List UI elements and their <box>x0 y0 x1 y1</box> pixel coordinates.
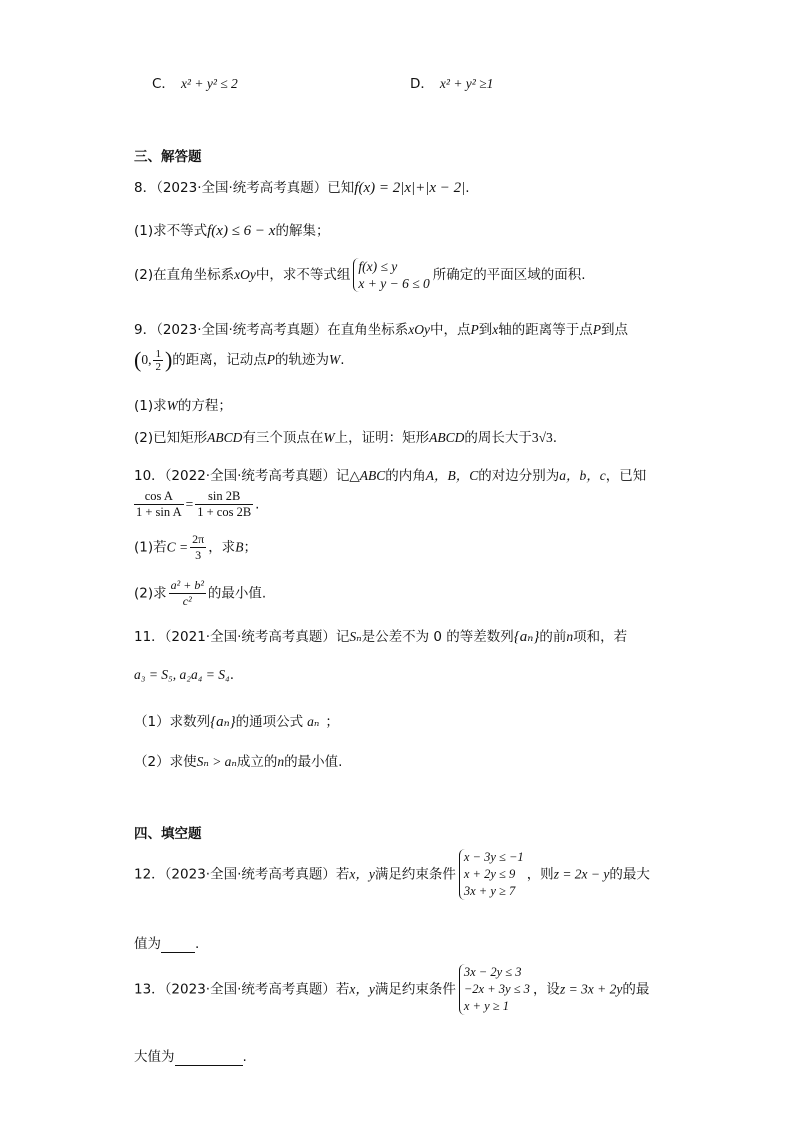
q8-stem: 8．（2023·全国·统考高考真题）已知f(x) = 2|x|+|x − 2|. <box>134 180 470 196</box>
q11-part2: （2）求使Sₙ > aₙ成立的n的最小值. <box>134 754 343 770</box>
q9-line1: 9．（2023·全国·统考高考真题）在直角坐标系xOy中，点P到x轴的距离等于点P到点 <box>134 322 629 338</box>
q13-answer-blank[interactable] <box>175 1049 243 1066</box>
q10-equation: $\frac{\text{cos A}}{\text{1 + sin A}}$ = $\frac{\sin 2B}{1 + \cos 2B}$ . <box>136 489 260 519</box>
q9-part2: (2)已知矩形ABCD有三个顶点在W上，证明：矩形ABCD的周长大于3√3. <box>134 430 558 446</box>
section-title-solutions: 三、解答题 <box>134 149 202 165</box>
q11-part1: （1）求数列{aₙ}的通项公式 aₙ ； <box>134 714 339 730</box>
q12-answer-line: 值为 . <box>134 936 200 952</box>
section-title-fill-in: 四、填空题 <box>134 826 202 842</box>
q10-part2: (2)求 $\frac{\text{a² + b²}}{\text{c²}}$ 的最小值. <box>134 578 267 608</box>
q8-part1: (1)求不等式f(x) ≤ 6 − x的解集； <box>134 223 330 239</box>
q10-stem: 10．（2022·全国·统考高考真题）记△ABC的内角A，B，C的对边分别为a，b，c，已知 <box>134 468 647 484</box>
option-d: D． x² + y² ≥1 <box>410 76 494 92</box>
q9-part1: (1)求W的方程； <box>134 398 232 414</box>
q8-part2: (2)在直角坐标系xOy中，求不等式组 f(x) ≤ y x + y − 6 ≤ 0 所确定的平面区域的面积. <box>134 259 586 291</box>
q11-condition: a₃ = S₅, a₂a₄ = S₄. <box>134 667 234 683</box>
option-c: C． x² + y² ≤ 2 <box>152 76 238 92</box>
q13-answer-line: 大值为 . <box>134 1049 247 1065</box>
q12-answer-blank[interactable] <box>161 936 195 953</box>
q11-stem: 11．（2021·全国·统考高考真题）记Sₙ是公差不为 0 的等差数列{aₙ}的前n项和，若 <box>134 629 628 645</box>
q13-stem: 13．（2023·全国·统考高考真题）若x，y满足约束条件 3x − 2y ≤ 3 −2x + 3y ≤ 3 x + y ≥ 1 ，设z = 3x + 2y的最 <box>134 965 650 1013</box>
q10-part1: (1)若C = $\frac{2\pi}{3}$ ，求B； <box>134 532 257 562</box>
q12-stem: 12．（2023·全国·统考高考真题）若x，y满足约束条件 x − 3y ≤ −1 x + 2y ≤ 9 3x + y ≥ 7 ，则z = 2x − y的最大 <box>134 850 650 898</box>
q9-line2: (0, $\frac{1}{2}$ )的距离，记动点P的轨迹为W. <box>134 347 345 373</box>
